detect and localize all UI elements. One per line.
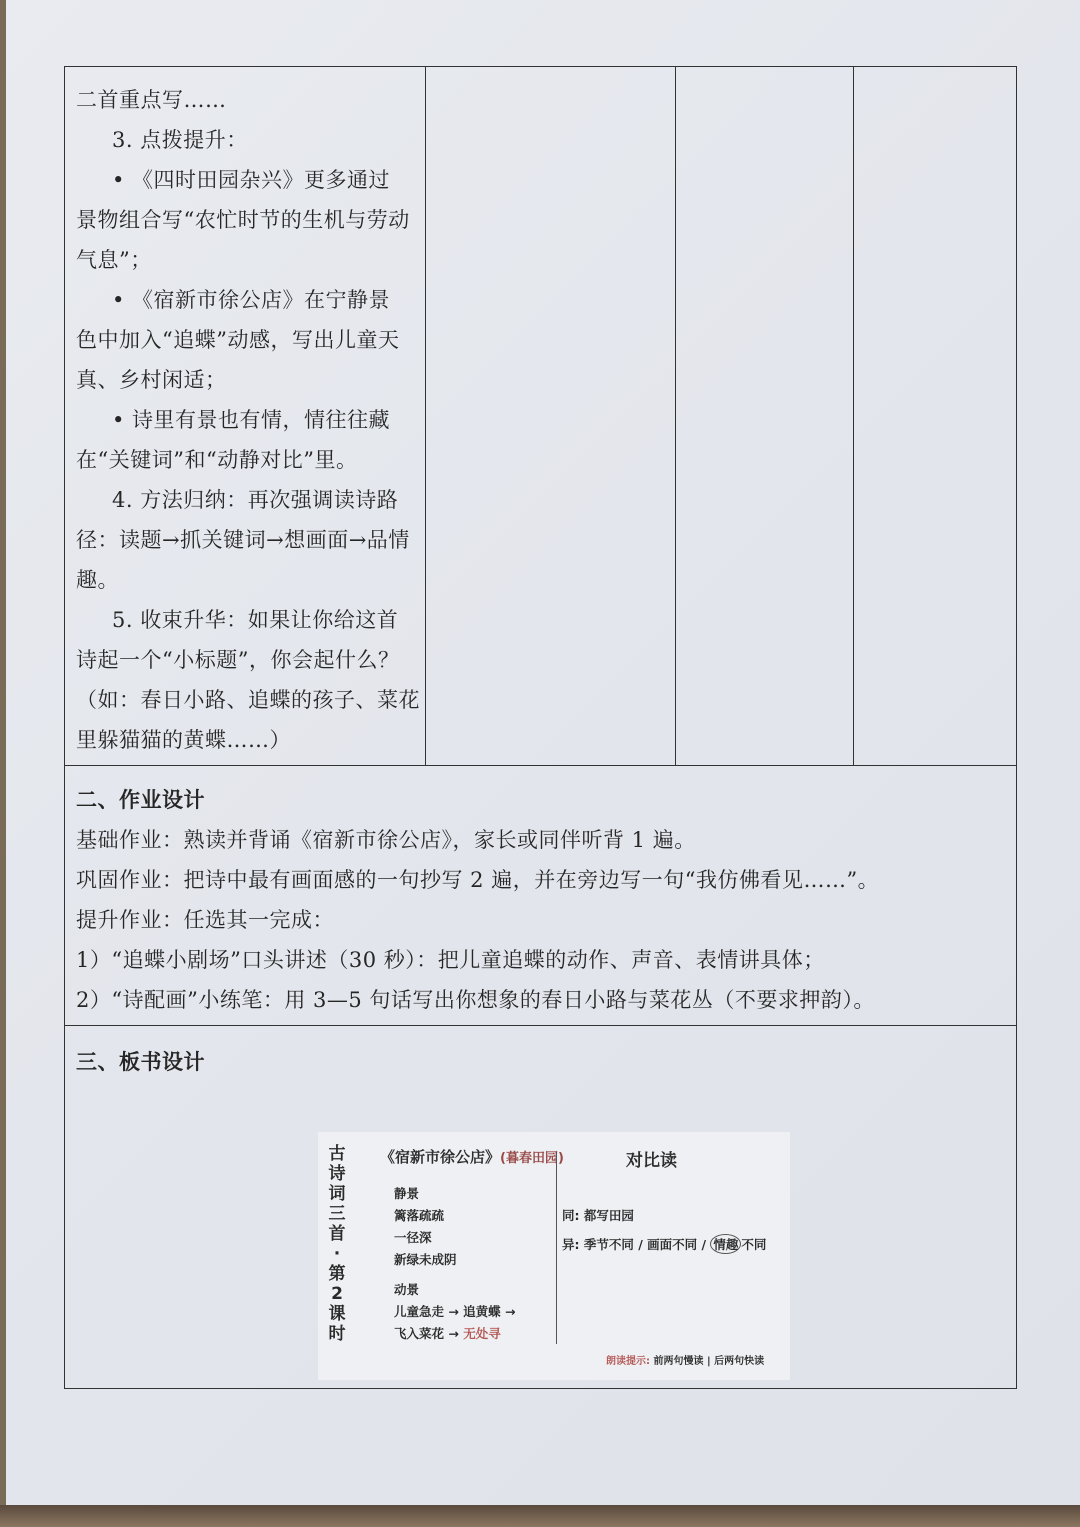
section-heading: 三、板书设计 xyxy=(76,1049,205,1074)
step-heading: 4. 方法归纳：再次强调读诗路 xyxy=(112,488,399,512)
poem-title xyxy=(380,1146,564,1167)
step-heading: 3. 点拨提升： xyxy=(112,128,248,152)
reading-tip-text: 前两句慢读 | 后两句快读 xyxy=(650,1356,765,1367)
compare-same: 同: 都写田园 xyxy=(562,1208,634,1223)
bullet-line: • 《宿新市徐公店》在宁静景 xyxy=(112,288,391,312)
title-char: 词 xyxy=(328,1184,346,1204)
static-item: 一径深 xyxy=(394,1230,432,1245)
text-line: 里躲猫猫的黄蝶……） xyxy=(76,728,291,752)
dynamic-line xyxy=(394,1324,501,1342)
homework-line: 1）“追蝶小剧场”口头讲述（30 秒）：把儿童追蝶的动作、声音、表情讲具体； xyxy=(76,948,825,972)
board-divider xyxy=(556,1152,557,1344)
text-line: （如：春日小路、追蝶的孩子、菜花 xyxy=(76,688,420,712)
bullet-line: • 诗里有景也有情，情往往藏 xyxy=(112,408,391,432)
dynamic-text: 飞入菜花 → xyxy=(394,1326,464,1341)
text-line: 景物组合写“农忙时节的生机与劳动 xyxy=(76,208,410,232)
title-char: 第 xyxy=(328,1264,346,1284)
blackboard-design xyxy=(318,1132,790,1380)
homework-line: 基础作业：熟读并背诵《宿新市徐公店》，家长或同伴听背 1 遍。 xyxy=(76,828,696,852)
static-item: 新绿未成阴 xyxy=(394,1252,457,1267)
title-char: 时 xyxy=(328,1324,346,1344)
text-line: 气息”； xyxy=(76,248,152,272)
row-divider-2 xyxy=(64,1025,1017,1026)
section-heading: 二、作业设计 xyxy=(76,787,205,812)
diff-suffix: 不同 xyxy=(741,1237,767,1252)
title-char: 诗 xyxy=(328,1164,346,1184)
column-divider-2 xyxy=(675,66,676,766)
static-scene-label: 静景 xyxy=(394,1186,420,1201)
column-divider-1 xyxy=(425,66,426,766)
table-surface xyxy=(0,1505,1080,1527)
title-char: · xyxy=(333,1244,341,1264)
circled-word: 情趣 xyxy=(710,1234,741,1254)
homework-line: 提升作业：任选其一完成： xyxy=(76,908,334,932)
bullet-line: • 《四时田园杂兴》更多通过 xyxy=(112,168,391,192)
text-line: 趣。 xyxy=(76,568,119,592)
title-char: 首 xyxy=(328,1224,346,1244)
homework-line: 巩固作业：把诗中最有画面感的一句抄写 2 遍，并在旁边写一句“我仿佛看见……”。 xyxy=(76,868,880,892)
column-divider-3 xyxy=(853,66,854,766)
text-line: 径：读题→抓关键词→想画面→品情 xyxy=(76,528,410,552)
dynamic-scene-label: 动景 xyxy=(394,1282,420,1297)
text-line: 在“关键词”和“动静对比”里。 xyxy=(76,448,358,472)
compare-diff xyxy=(562,1234,766,1254)
title-char: 课 xyxy=(328,1304,346,1324)
poem-name: 《宿新市徐公店》 xyxy=(380,1148,501,1166)
homework-line: 2）“诗配画”小练笔：用 3—5 句话写出你想象的春日小路与菜花丛（不要求押韵）。 xyxy=(76,988,875,1012)
title-char: 三 xyxy=(328,1204,346,1224)
text-line: 诗起一个“小标题”，你会起什么？ xyxy=(76,648,400,672)
step-heading: 5. 收束升华：如果让你给这首 xyxy=(112,608,399,632)
poem-theme: (暮春田园) xyxy=(500,1151,564,1166)
diff-prefix: 异: 季节不同 / 画面不同 / xyxy=(562,1237,711,1252)
compare-title: 对比读 xyxy=(626,1151,677,1171)
reading-tip xyxy=(606,1352,764,1367)
row-divider-1 xyxy=(64,765,1017,766)
reading-tip-label: 朗读提示: xyxy=(606,1356,650,1367)
text-line: 真、乡村闲适； xyxy=(76,368,227,392)
title-char: 古 xyxy=(328,1144,346,1164)
text-line: 二首重点写…… xyxy=(76,88,227,112)
vertical-lesson-title xyxy=(326,1144,348,1344)
text-line: 色中加入“追蝶”动感，写出儿童天 xyxy=(76,328,400,352)
title-char: 2 xyxy=(331,1284,343,1304)
dynamic-highlight: 无处寻 xyxy=(463,1326,501,1341)
dynamic-line: 儿童急走 → 追黄蝶 → xyxy=(394,1304,516,1319)
static-item: 篱落疏疏 xyxy=(394,1208,445,1223)
